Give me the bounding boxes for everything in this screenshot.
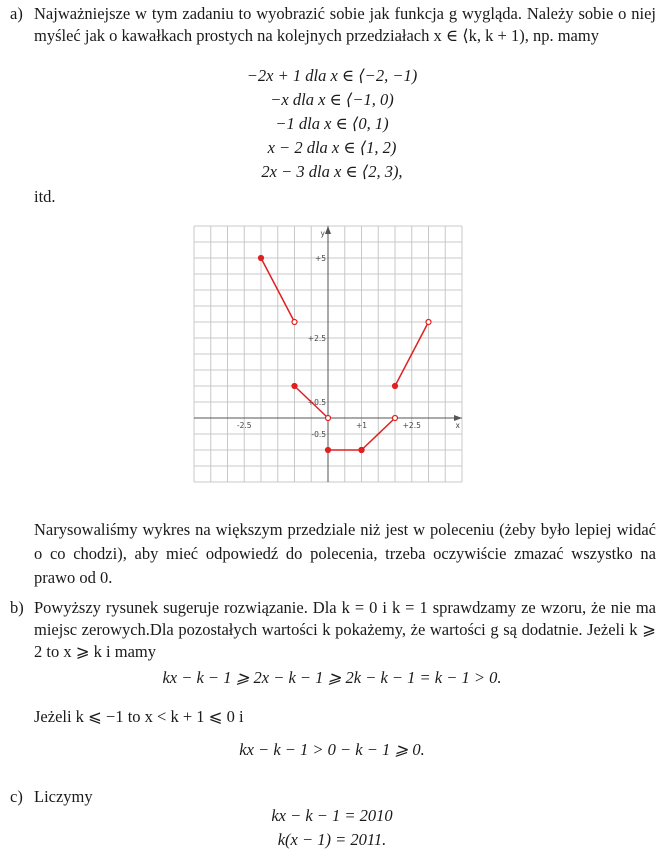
segment-start-point [393, 384, 398, 389]
y-axis-label: y [320, 229, 325, 238]
part-a-text: Najważniejsze w tym zadaniu to wyobrazić sobie jak funkcja g wygląda. Należy sobie o niej myśleć jak o kawałkach prostych na kolejnych przedziałach x ∈ ⟨k, k + 1), np. mamy [34, 4, 656, 45]
function-graph [190, 222, 466, 486]
segment-start-point [259, 256, 264, 261]
equation-1: kx − k − 1 = 2010 [271, 806, 393, 825]
y-axis-arrow [325, 226, 331, 234]
inequality-2: kx − k − 1 > 0 − k − 1 ⩾ 0. [239, 740, 425, 759]
equation-2: k(x − 1) = 2011. [277, 830, 387, 849]
segment-end-point [393, 416, 398, 421]
tick-label: +1 [355, 421, 368, 430]
part-c-label: c) [10, 787, 23, 806]
piecewise-definition [0, 64, 664, 184]
tick-label: +2.5 [307, 334, 326, 343]
piece-1: −2x + 1 dla x ∈ ⟨−2, −1) [246, 66, 418, 85]
tick-label: -2.5 [236, 421, 252, 430]
tick-label: -0.5 [311, 430, 326, 439]
piece-4: x − 2 dla x ∈ ⟨1, 2) [267, 138, 397, 157]
tick-label: +0.5 [307, 398, 326, 407]
segment-start-point [292, 384, 297, 389]
segment-end-point [292, 320, 297, 325]
part-b-text: Powyższy rysunek sugeruje rozwiązanie. Dla k = 0 i k = 1 sprawdzamy ze wzoru, że nie ma miejsc zerowych.Dla pozostałych wartości k pokażemy, że wartości g są dodatnie. Jeżeli k ⩾ 2 to x ⩾ k i mamy [34, 598, 656, 661]
graph-explanation: Narysowaliśmy wykres na większym przedziale niż jest w poleceniu (żeby było lepiej widać o co chodzi), aby mieć odpowiedź do polecenia, trzeba oczywiście zmazać wszystko na prawo od 0. [34, 520, 656, 587]
part-b-text-2: Jeżeli k ⩽ −1 to x < k + 1 ⩽ 0 i [34, 707, 244, 726]
segment-end-point [426, 320, 431, 325]
piece-3: −1 dla x ∈ ⟨0, 1) [275, 114, 389, 133]
tick-label: +5 [314, 254, 326, 263]
part-a-label: a) [10, 4, 23, 23]
itd-text: itd. [34, 187, 56, 206]
inequality-1: kx − k − 1 ⩾ 2x − k − 1 ⩾ 2k − k − 1 = k − 1 > 0. [162, 668, 502, 687]
segment-start-point [326, 448, 331, 453]
piece-5: 2x − 3 dla x ∈ ⟨2, 3), [261, 162, 403, 181]
part-b-label: b) [10, 598, 24, 617]
piece-2: −x dla x ∈ ⟨−1, 0) [270, 90, 394, 109]
segment-start-point [359, 448, 364, 453]
segment-end-point [326, 416, 331, 421]
x-axis-label: x [455, 421, 460, 430]
part-c-text: Liczymy [34, 787, 93, 806]
tick-label: +2.5 [402, 421, 421, 430]
